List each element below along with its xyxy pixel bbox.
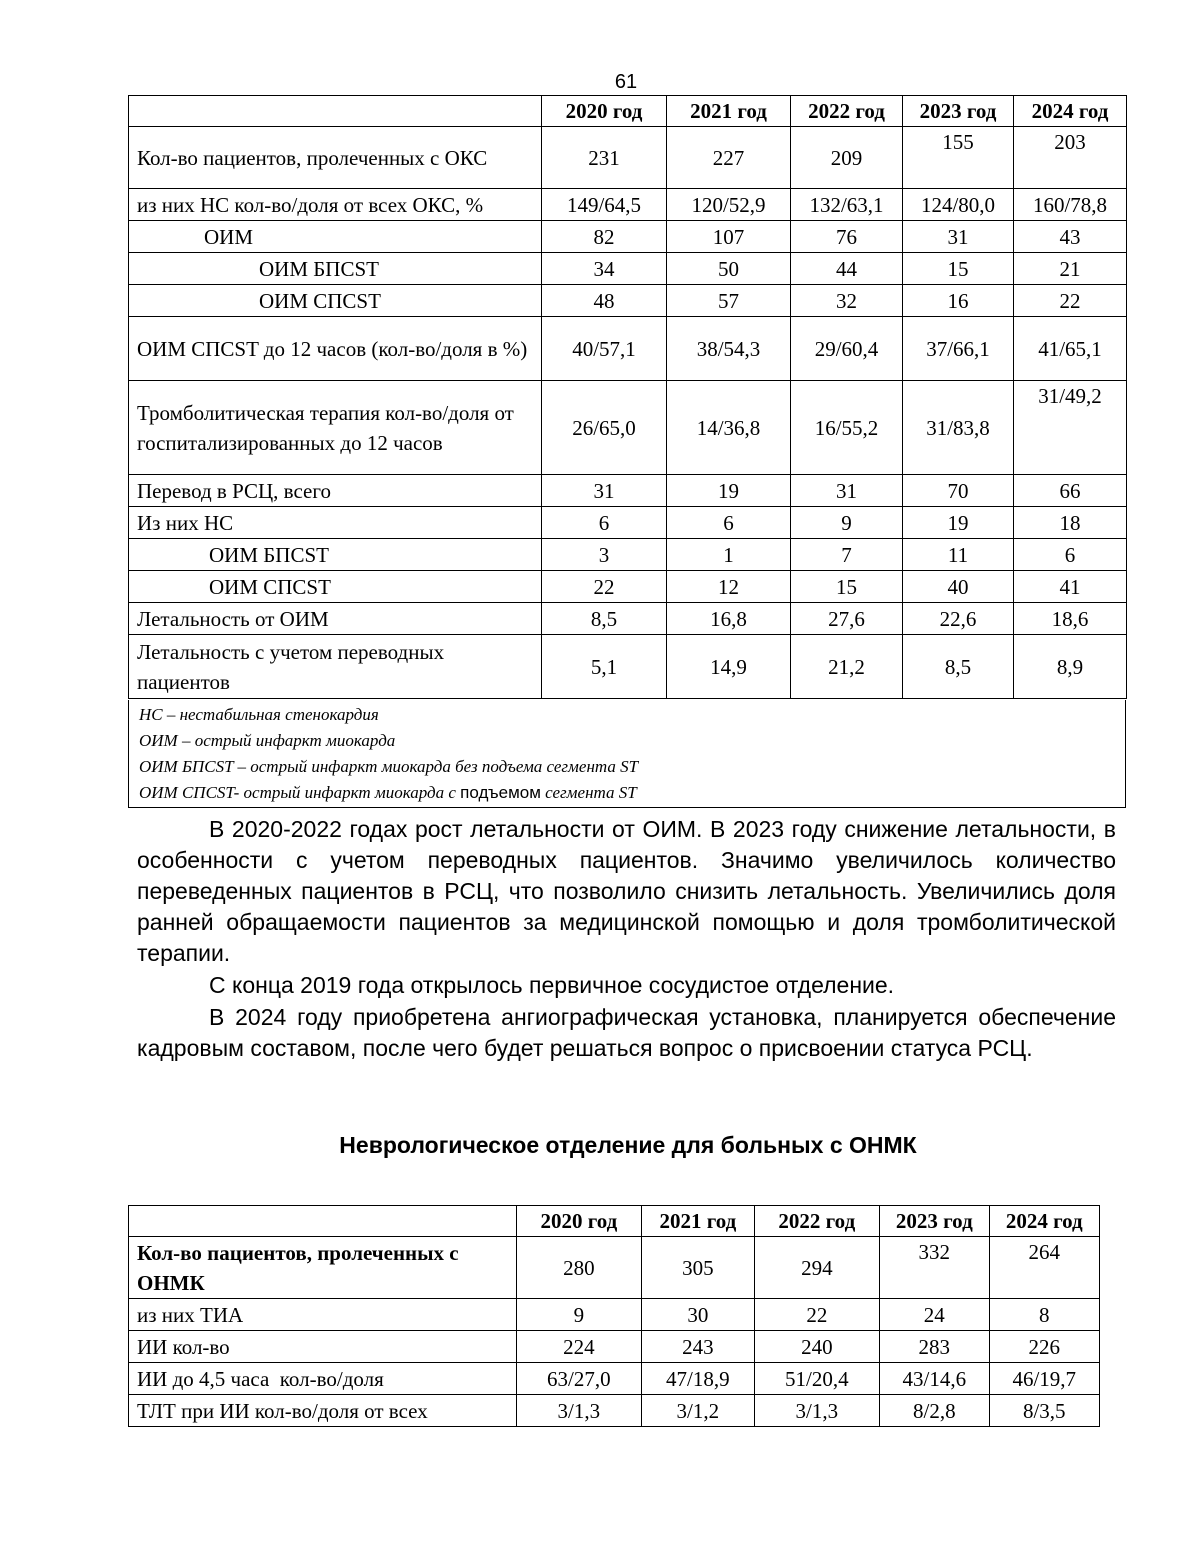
value-cell: 41/65,1	[1014, 317, 1127, 381]
value-cell: 16/55,2	[791, 381, 903, 475]
row-label: ОИМ СПСST до 12 часов (кол-во/доля в %)	[129, 317, 542, 381]
value-cell: 34	[542, 253, 667, 285]
row-label: ОИМ БПСST	[129, 253, 542, 285]
value-cell: 3/1,3	[754, 1395, 880, 1427]
table-row	[129, 189, 1127, 221]
value-cell: 226	[989, 1331, 1099, 1363]
table-row	[129, 635, 1127, 699]
body-paragraph: В 2020-2022 годах рост летальности от ОИМ. В 2023 году снижение летальности, в особенности с учетом переводных пациентов. Значимо увеличилось количество переведенных пациентов в РСЦ, что позволило снизить летальность. Увеличились доля ранней обращаемости пациентов за медицинской помощью и доля тромболитической терапии.	[137, 816, 1116, 966]
value-cell: 12	[667, 571, 791, 603]
footnote: ОИМ БПСST – острый инфаркт миокарда без подъема сегмента ST	[139, 757, 639, 776]
value-cell: 37/66,1	[903, 317, 1014, 381]
value-cell: 224	[516, 1331, 642, 1363]
row-label: ОИМ СПСST	[129, 571, 542, 603]
value-cell: 32	[791, 285, 903, 317]
value-cell: 8/2,8	[880, 1395, 989, 1427]
value-cell: 16	[903, 285, 1014, 317]
value-cell: 82	[542, 221, 667, 253]
value-cell: 227	[667, 127, 791, 189]
table-footnotes	[128, 700, 1126, 808]
row-label: Кол-во пациентов, пролеченных с ОКС	[129, 127, 542, 189]
value-cell: 22	[542, 571, 667, 603]
value-cell: 283	[880, 1331, 989, 1363]
row-label: из них ТИА	[129, 1299, 517, 1331]
value-cell: 160/78,8	[1014, 189, 1127, 221]
value-cell: 43/14,6	[880, 1363, 989, 1395]
table-row	[129, 253, 1127, 285]
value-cell: 22,6	[903, 603, 1014, 635]
row-label: Кол-во пациентов, пролеченных с ОНМК	[129, 1237, 517, 1299]
value-cell: 9	[516, 1299, 642, 1331]
footnote: НС – нестабильная стенокардия	[139, 705, 379, 724]
row-label: ОИМ	[129, 221, 542, 253]
value-cell: 203	[1014, 127, 1127, 189]
table-row	[129, 381, 1127, 475]
table-header-row	[129, 1206, 1100, 1237]
footnote-part: сегмента ST	[540, 783, 637, 802]
value-cell: 8	[989, 1299, 1099, 1331]
value-cell: 149/64,5	[542, 189, 667, 221]
row-label: Тромболитическая терапия кол-во/доля от госпитализированных до 12 часов	[129, 381, 542, 475]
value-cell: 294	[754, 1237, 880, 1299]
value-cell: 26/65,0	[542, 381, 667, 475]
value-cell: 14,9	[667, 635, 791, 699]
value-cell: 24	[880, 1299, 989, 1331]
row-label: ОИМ БПСST	[129, 539, 542, 571]
row-label: Перевод в РСЦ, всего	[129, 475, 542, 507]
table-row	[129, 475, 1127, 507]
value-cell: 209	[791, 127, 903, 189]
value-cell: 22	[754, 1299, 880, 1331]
row-label: ТЛТ при ИИ кол-во/доля от всех	[129, 1395, 517, 1427]
table-row	[129, 1395, 1100, 1427]
header-cell: 2021 год	[642, 1206, 754, 1237]
table-row	[129, 221, 1127, 253]
value-cell: 8,5	[542, 603, 667, 635]
value-cell: 46/19,7	[989, 1363, 1099, 1395]
acs-statistics-table	[128, 95, 1127, 699]
header-cell: 2020 год	[542, 96, 667, 127]
value-cell: 21	[1014, 253, 1127, 285]
value-cell: 3	[542, 539, 667, 571]
header-cell: 2022 год	[791, 96, 903, 127]
value-cell: 31	[903, 221, 1014, 253]
row-label: Летальность от ОИМ	[129, 603, 542, 635]
table-row	[129, 571, 1127, 603]
value-cell: 15	[903, 253, 1014, 285]
header-cell: 2022 год	[754, 1206, 880, 1237]
value-cell: 9	[791, 507, 903, 539]
row-label: Из них НС	[129, 507, 542, 539]
value-cell: 8/3,5	[989, 1395, 1099, 1427]
value-cell: 22	[1014, 285, 1127, 317]
value-cell: 8,9	[1014, 635, 1127, 699]
value-cell: 63/27,0	[516, 1363, 642, 1395]
table-row	[129, 507, 1127, 539]
header-cell	[129, 96, 542, 127]
value-cell: 66	[1014, 475, 1127, 507]
value-cell: 6	[542, 507, 667, 539]
value-cell: 11	[903, 539, 1014, 571]
value-cell: 21,2	[791, 635, 903, 699]
value-cell: 38/54,3	[667, 317, 791, 381]
value-cell: 14/36,8	[667, 381, 791, 475]
stroke-statistics-table	[128, 1205, 1100, 1427]
value-cell: 40/57,1	[542, 317, 667, 381]
value-cell: 44	[791, 253, 903, 285]
value-cell: 31	[791, 475, 903, 507]
value-cell: 18	[1014, 507, 1127, 539]
value-cell: 7	[791, 539, 903, 571]
header-cell: 2023 год	[903, 96, 1014, 127]
row-label: Летальность с учетом переводных пациентов	[129, 635, 542, 699]
table-row	[129, 1237, 1100, 1299]
value-cell: 243	[642, 1331, 754, 1363]
value-cell: 41	[1014, 571, 1127, 603]
table-row	[129, 539, 1127, 571]
value-cell: 132/63,1	[791, 189, 903, 221]
row-label: из них НС кол-во/доля от всех ОКС, %	[129, 189, 542, 221]
value-cell: 305	[642, 1237, 754, 1299]
row-label: ИИ кол-во	[129, 1331, 517, 1363]
value-cell: 50	[667, 253, 791, 285]
value-cell: 31	[542, 475, 667, 507]
table-row	[129, 1299, 1100, 1331]
value-cell: 155	[903, 127, 1014, 189]
value-cell: 48	[542, 285, 667, 317]
table-header-row	[129, 96, 1127, 127]
value-cell: 18,6	[1014, 603, 1127, 635]
value-cell: 76	[791, 221, 903, 253]
value-cell: 19	[903, 507, 1014, 539]
value-cell: 51/20,4	[754, 1363, 880, 1395]
footnote-part: ОИМ СПСST- острый инфаркт миокарда с	[139, 783, 461, 802]
value-cell: 27,6	[791, 603, 903, 635]
body-paragraph: С конца 2019 года открылось первичное сосудистое отделение.	[209, 972, 895, 998]
value-cell: 107	[667, 221, 791, 253]
value-cell: 57	[667, 285, 791, 317]
value-cell: 3/1,2	[642, 1395, 754, 1427]
page-number: 61	[614, 71, 638, 93]
table-row	[129, 285, 1127, 317]
value-cell: 8,5	[903, 635, 1014, 699]
value-cell: 47/18,9	[642, 1363, 754, 1395]
header-cell: 2024 год	[989, 1206, 1099, 1237]
value-cell: 264	[989, 1237, 1099, 1299]
header-cell: 2024 год	[1014, 96, 1127, 127]
row-label: ОИМ СПСST	[129, 285, 542, 317]
value-cell: 231	[542, 127, 667, 189]
value-cell: 15	[791, 571, 903, 603]
header-cell	[129, 1206, 517, 1237]
value-cell: 6	[667, 507, 791, 539]
value-cell: 43	[1014, 221, 1127, 253]
row-label: ИИ до 4,5 часа кол-во/доля	[129, 1363, 517, 1395]
header-cell: 2023 год	[880, 1206, 989, 1237]
value-cell: 3/1,3	[516, 1395, 642, 1427]
value-cell: 120/52,9	[667, 189, 791, 221]
table-row	[129, 127, 1127, 189]
body-paragraph: В 2024 году приобретена ангиографическая установка, планируется обеспечение кадровым составом, после чего будет решаться вопрос о присвоении статуса РСЦ.	[137, 1004, 1116, 1061]
header-cell: 2021 год	[667, 96, 791, 127]
value-cell: 16,8	[667, 603, 791, 635]
table-row	[129, 603, 1127, 635]
value-cell: 124/80,0	[903, 189, 1014, 221]
value-cell: 29/60,4	[791, 317, 903, 381]
value-cell: 240	[754, 1331, 880, 1363]
footnote	[139, 780, 1125, 806]
table-row	[129, 317, 1127, 381]
value-cell: 70	[903, 475, 1014, 507]
value-cell: 30	[642, 1299, 754, 1331]
value-cell: 31/83,8	[903, 381, 1014, 475]
value-cell: 280	[516, 1237, 642, 1299]
footnote-part: подъемом	[460, 783, 541, 802]
value-cell: 40	[903, 571, 1014, 603]
value-cell: 6	[1014, 539, 1127, 571]
footnote: ОИМ – острый инфаркт миокарда	[139, 731, 396, 750]
section-heading: Неврологическое отделение для больных с ОНМК	[339, 1132, 917, 1158]
value-cell: 5,1	[542, 635, 667, 699]
value-cell: 332	[880, 1237, 989, 1299]
value-cell: 19	[667, 475, 791, 507]
header-cell: 2020 год	[516, 1206, 642, 1237]
value-cell: 31/49,2	[1014, 381, 1127, 475]
value-cell: 1	[667, 539, 791, 571]
table-row	[129, 1331, 1100, 1363]
table-row	[129, 1363, 1100, 1395]
